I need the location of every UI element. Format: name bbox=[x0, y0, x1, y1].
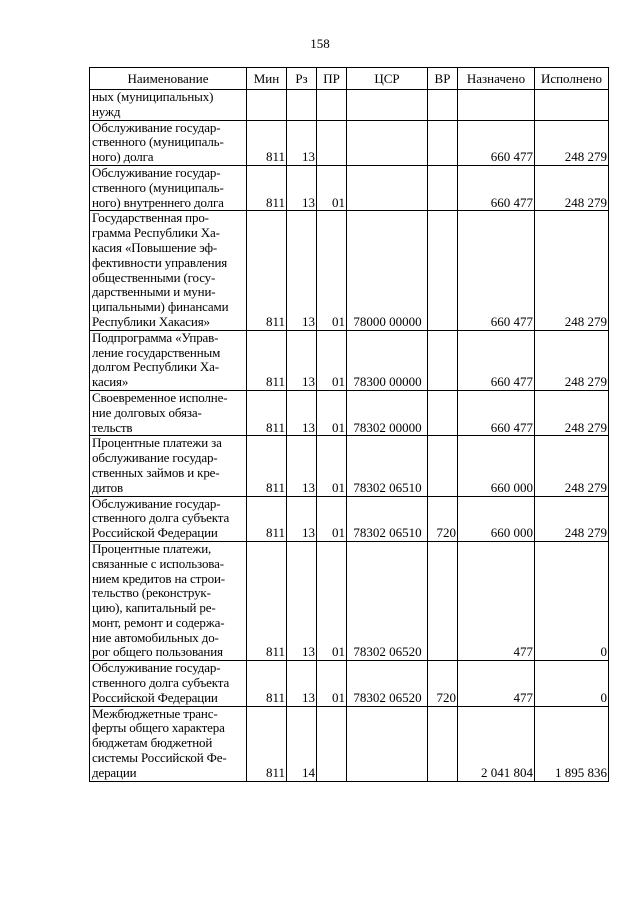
cell-vr bbox=[428, 541, 458, 660]
table-row bbox=[90, 165, 609, 210]
cell-rz: 13 bbox=[287, 120, 317, 165]
name-line: ственного долга субъекта bbox=[92, 675, 230, 691]
cell-assigned: 660 477 bbox=[458, 120, 535, 165]
cell-pr: 01 bbox=[317, 390, 347, 435]
cell-min: 811 bbox=[247, 120, 287, 165]
name-line: монт, ремонт и содержа- bbox=[92, 614, 225, 630]
table-row bbox=[90, 496, 609, 541]
cell-assigned: 660 000 bbox=[458, 436, 535, 496]
cell-vr: 720 bbox=[428, 661, 458, 706]
cell-assigned bbox=[458, 90, 535, 121]
name-line: ние долговых обяза- bbox=[92, 404, 202, 420]
cell-pr: 01 bbox=[317, 330, 347, 390]
cell-rz: 14 bbox=[287, 706, 317, 781]
name-line: ственных займов и кре- bbox=[92, 464, 220, 480]
header-vr: ВР bbox=[428, 68, 458, 90]
name-line: Российской Федерации bbox=[92, 689, 218, 705]
header-name: Наименование bbox=[90, 68, 247, 90]
table-header-row bbox=[90, 68, 609, 90]
table-row bbox=[90, 211, 609, 330]
cell-csr bbox=[347, 165, 428, 210]
name-line: ние автомобильных до- bbox=[92, 629, 219, 645]
cell-min: 811 bbox=[247, 541, 287, 660]
table-row bbox=[90, 120, 609, 165]
cell-rz: 13 bbox=[287, 330, 317, 390]
name-line: фективности управления bbox=[92, 254, 228, 270]
name-line: грамма Республики Ха- bbox=[92, 225, 220, 241]
cell-min: 811 bbox=[247, 661, 287, 706]
name-line: ственного (муниципаль- bbox=[92, 134, 224, 150]
name-line: Российской Федерации bbox=[92, 525, 218, 541]
cell-executed bbox=[535, 90, 609, 121]
cell-assigned: 660 477 bbox=[458, 165, 535, 210]
cell-pr: 01 bbox=[317, 165, 347, 210]
cell-executed: 1 895 836 bbox=[535, 706, 609, 781]
cell-vr bbox=[428, 165, 458, 210]
cell-rz bbox=[287, 90, 317, 121]
name-line: Процентные платежи, bbox=[92, 541, 212, 556]
name-line: ного) долга bbox=[92, 149, 154, 165]
table-row bbox=[90, 661, 609, 706]
cell-executed: 0 bbox=[535, 661, 609, 706]
name-line: Межбюджетные транс- bbox=[92, 706, 218, 721]
table-row bbox=[90, 330, 609, 390]
cell-min: 811 bbox=[247, 706, 287, 781]
cell-name bbox=[90, 390, 247, 435]
cell-csr bbox=[347, 120, 428, 165]
cell-vr bbox=[428, 90, 458, 121]
cell-executed: 248 279 bbox=[535, 120, 609, 165]
header-csr: ЦСР bbox=[347, 68, 428, 90]
cell-csr: 78000 00000 bbox=[347, 211, 428, 330]
cell-assigned: 660 000 bbox=[458, 496, 535, 541]
cell-min: 811 bbox=[247, 496, 287, 541]
header-assigned: Назначено bbox=[458, 68, 535, 90]
name-line: Государственная про- bbox=[92, 210, 209, 226]
name-line: Процентные платежи за bbox=[92, 435, 222, 451]
cell-min: 811 bbox=[247, 330, 287, 390]
name-line: нужд bbox=[92, 103, 121, 119]
cell-rz: 13 bbox=[287, 541, 317, 660]
name-line: рог общего пользования bbox=[92, 644, 223, 660]
name-line: тельство (реконструк- bbox=[92, 585, 211, 601]
cell-assigned: 2 041 804 bbox=[458, 706, 535, 781]
cell-name bbox=[90, 90, 247, 121]
cell-rz: 13 bbox=[287, 436, 317, 496]
name-line: Подпрограмма «Управ- bbox=[92, 330, 219, 345]
cell-name bbox=[90, 541, 247, 660]
cell-vr bbox=[428, 390, 458, 435]
name-line: Своевременное исполне- bbox=[92, 390, 228, 405]
page-number: 158 bbox=[310, 36, 330, 51]
header-executed: Исполнено bbox=[535, 68, 609, 90]
name-line: обслуживание государ- bbox=[92, 450, 218, 466]
cell-pr: 01 bbox=[317, 436, 347, 496]
header-pr: ПР bbox=[317, 68, 347, 90]
cell-executed: 248 279 bbox=[535, 165, 609, 210]
name-line: бюджетам бюджетной bbox=[92, 735, 213, 751]
cell-csr: 78300 00000 bbox=[347, 330, 428, 390]
name-line: ных (муниципальных) bbox=[92, 89, 214, 104]
name-line: ферты общего характера bbox=[92, 720, 225, 736]
name-line: нием кредитов на строи- bbox=[92, 570, 225, 586]
cell-pr: 01 bbox=[317, 661, 347, 706]
cell-csr bbox=[347, 706, 428, 781]
cell-rz: 13 bbox=[287, 390, 317, 435]
cell-vr bbox=[428, 706, 458, 781]
cell-csr: 78302 06520 bbox=[347, 541, 428, 660]
name-line: ципальными) финансами bbox=[92, 299, 229, 315]
table-row bbox=[90, 390, 609, 435]
table-row bbox=[90, 706, 609, 781]
cell-csr: 78302 06520 bbox=[347, 661, 428, 706]
cell-pr: 01 bbox=[317, 211, 347, 330]
cell-vr bbox=[428, 211, 458, 330]
name-line: касия» bbox=[92, 374, 129, 390]
cell-assigned: 660 477 bbox=[458, 211, 535, 330]
cell-rz: 13 bbox=[287, 661, 317, 706]
cell-pr bbox=[317, 90, 347, 121]
cell-min: 811 bbox=[247, 211, 287, 330]
cell-vr bbox=[428, 120, 458, 165]
name-line: Обслуживание государ- bbox=[92, 496, 221, 511]
name-line: системы Российской Фе- bbox=[92, 750, 227, 766]
cell-name bbox=[90, 165, 247, 210]
cell-name bbox=[90, 120, 247, 165]
cell-assigned: 660 477 bbox=[458, 330, 535, 390]
name-line: тельств bbox=[92, 419, 133, 435]
cell-name bbox=[90, 330, 247, 390]
cell-name bbox=[90, 706, 247, 781]
cell-executed: 248 279 bbox=[535, 390, 609, 435]
name-line: цию), капитальный ре- bbox=[92, 600, 216, 616]
cell-executed: 248 279 bbox=[535, 496, 609, 541]
table-row bbox=[90, 436, 609, 496]
name-line: связанные с использова- bbox=[92, 555, 224, 571]
cell-min bbox=[247, 90, 287, 121]
cell-rz: 13 bbox=[287, 165, 317, 210]
cell-rz: 13 bbox=[287, 496, 317, 541]
cell-vr: 720 bbox=[428, 496, 458, 541]
name-line: ление государственным bbox=[92, 344, 221, 360]
name-line: долгом Республики Ха- bbox=[92, 359, 219, 375]
cell-pr: 01 bbox=[317, 541, 347, 660]
cell-vr bbox=[428, 436, 458, 496]
cell-vr bbox=[428, 330, 458, 390]
cell-pr: 01 bbox=[317, 496, 347, 541]
cell-min: 811 bbox=[247, 390, 287, 435]
header-min: Мин bbox=[247, 68, 287, 90]
cell-executed: 248 279 bbox=[535, 211, 609, 330]
cell-executed: 248 279 bbox=[535, 330, 609, 390]
cell-assigned: 477 bbox=[458, 541, 535, 660]
name-line: Обслуживание государ- bbox=[92, 120, 221, 135]
cell-executed: 0 bbox=[535, 541, 609, 660]
cell-name bbox=[90, 436, 247, 496]
cell-csr bbox=[347, 90, 428, 121]
cell-pr bbox=[317, 706, 347, 781]
name-line: дитов bbox=[92, 479, 123, 495]
name-line: общественными (госу- bbox=[92, 269, 216, 285]
header-rz: Рз bbox=[287, 68, 317, 90]
cell-pr bbox=[317, 120, 347, 165]
cell-csr: 78302 00000 bbox=[347, 390, 428, 435]
table-body bbox=[90, 90, 609, 782]
cell-name bbox=[90, 661, 247, 706]
name-line: касия «Повышение эф- bbox=[92, 239, 218, 255]
name-line: Обслуживание государ- bbox=[92, 165, 221, 180]
cell-name bbox=[90, 496, 247, 541]
cell-assigned: 660 477 bbox=[458, 390, 535, 435]
budget-table bbox=[89, 67, 609, 782]
cell-name bbox=[90, 211, 247, 330]
table-row bbox=[90, 541, 609, 660]
cell-rz: 13 bbox=[287, 211, 317, 330]
name-line: ственного долга субъекта bbox=[92, 510, 230, 526]
table-row bbox=[90, 90, 609, 121]
name-line: Обслуживание государ- bbox=[92, 660, 221, 676]
name-line: Республики Хакасия» bbox=[92, 313, 210, 329]
cell-min: 811 bbox=[247, 436, 287, 496]
name-line: ного) внутреннего долга bbox=[92, 194, 224, 210]
cell-min: 811 bbox=[247, 165, 287, 210]
name-line: дарственными и муни- bbox=[92, 284, 216, 300]
cell-csr: 78302 06510 bbox=[347, 436, 428, 496]
cell-csr: 78302 06510 bbox=[347, 496, 428, 541]
cell-executed: 248 279 bbox=[535, 436, 609, 496]
name-line: дерации bbox=[92, 764, 137, 780]
cell-assigned: 477 bbox=[458, 661, 535, 706]
name-line: ственного (муниципаль- bbox=[92, 179, 224, 195]
